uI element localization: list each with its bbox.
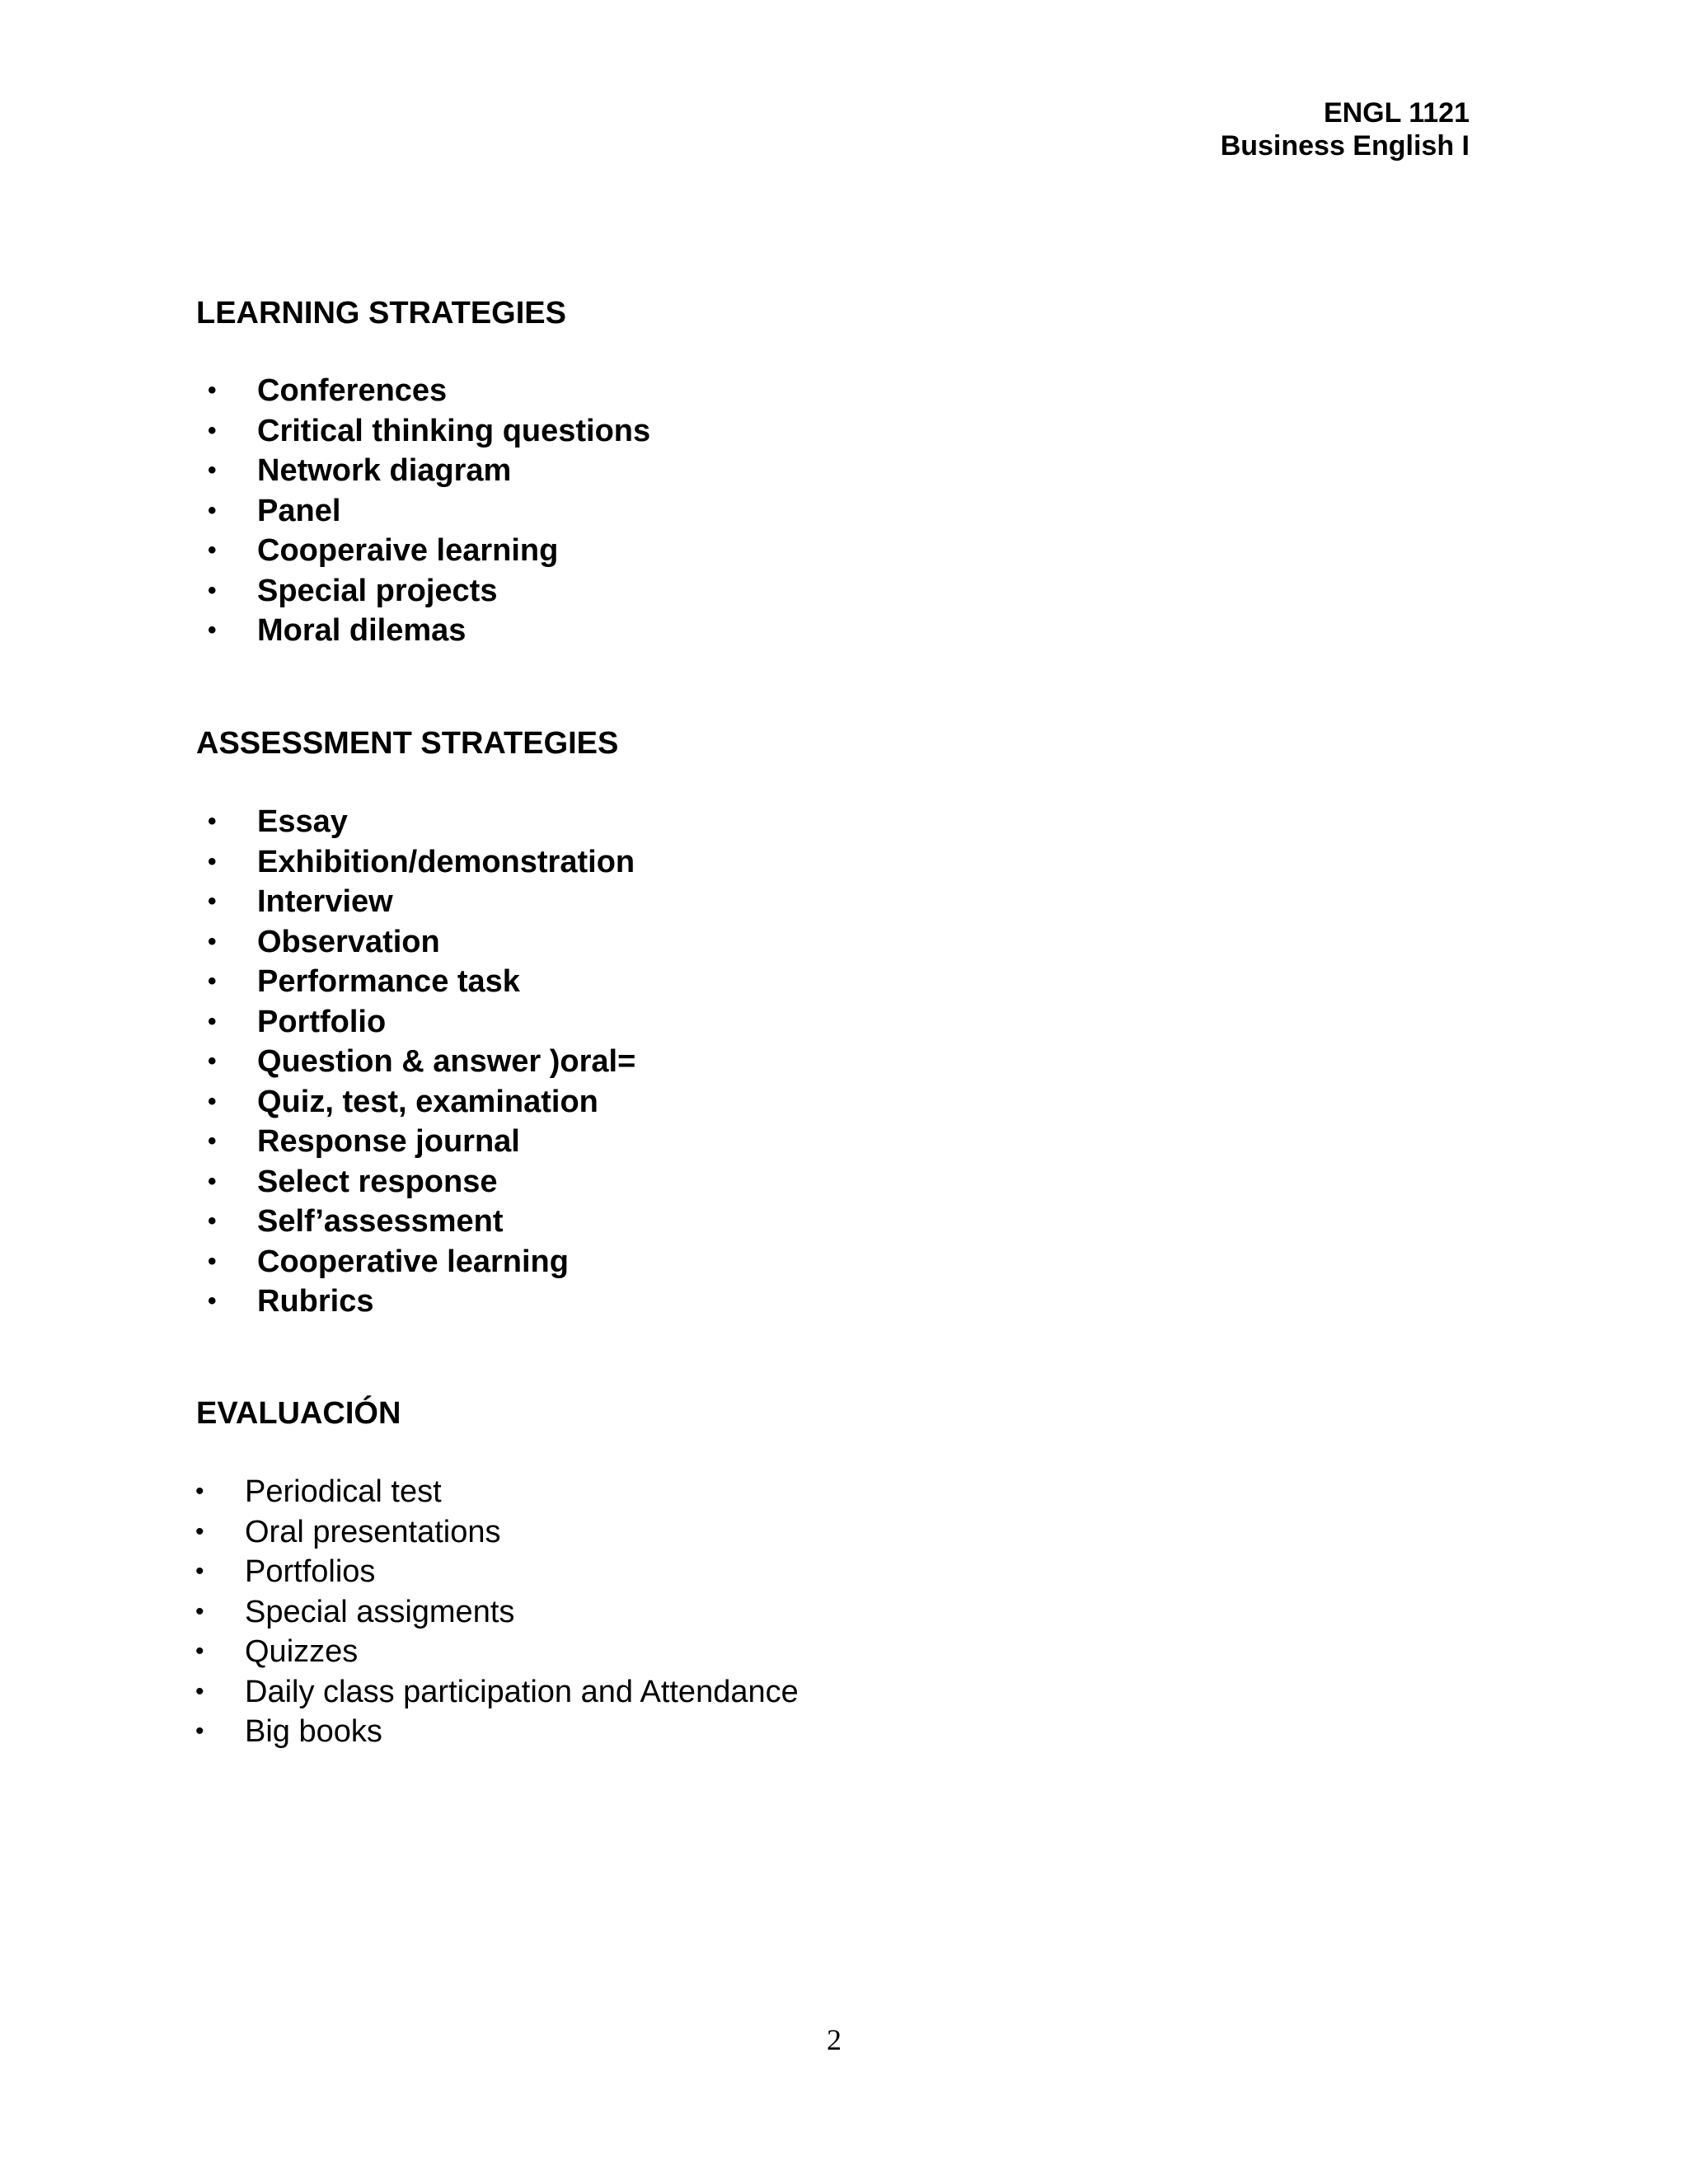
list-item: • Network diagram (257, 451, 650, 491)
list-item: • Quizzes (245, 1632, 799, 1672)
bullet-icon: • (195, 1718, 204, 1745)
list-item: • Conferences (257, 371, 650, 411)
bullet-icon: • (208, 1247, 217, 1275)
list-item: • Critical thinking questions (257, 411, 650, 452)
bullet-icon: • (208, 416, 217, 444)
bullet-icon: • (208, 457, 217, 484)
evaluacion-list (195, 1472, 799, 1752)
bullet-icon: • (208, 1167, 217, 1195)
learning-strategies-list (208, 371, 651, 651)
list-item: • Special assigments (245, 1592, 799, 1633)
list-item: • Portfolio (257, 1002, 635, 1043)
list-item: • Daily class participation and Attendance (245, 1672, 799, 1713)
bullet-icon: • (208, 1207, 217, 1235)
bullet-icon: • (195, 1597, 204, 1625)
list-item: • Special projects (257, 571, 650, 612)
bullet-icon: • (195, 1677, 204, 1705)
course-code: ENGL 1121 (1323, 97, 1470, 129)
bullet-icon: • (208, 968, 217, 995)
bullet-icon: • (208, 496, 217, 524)
list-item: • Observation (257, 922, 635, 963)
bullet-icon: • (208, 1047, 217, 1075)
list-item: • Essay (257, 802, 635, 842)
list-item: • Response journal (257, 1122, 635, 1162)
bullet-icon: • (195, 1517, 204, 1545)
assessment-strategies-heading: ASSESSMENT STRATEGIES (196, 726, 619, 761)
bullet-icon: • (208, 537, 217, 564)
learning-strategies-heading: LEARNING STRATEGIES (196, 296, 566, 330)
bullet-icon: • (208, 1007, 217, 1035)
list-item: • Periodical test (245, 1472, 799, 1512)
list-item: • Cooperaive learning (257, 531, 650, 571)
list-item: • Interview (257, 882, 635, 922)
bullet-icon: • (195, 1638, 204, 1665)
list-item: • Cooperative learning (257, 1242, 635, 1282)
list-item: • Oral presentations (245, 1512, 799, 1553)
list-item: • Question & answer )oral= (257, 1042, 635, 1082)
list-item: • Exhibition/demonstration (257, 842, 635, 883)
list-item: • Rubrics (257, 1282, 635, 1322)
bullet-icon: • (208, 377, 217, 404)
list-item: • Panel (257, 491, 650, 532)
bullet-icon: • (208, 927, 217, 955)
list-item: • Select response (257, 1162, 635, 1202)
bullet-icon: • (208, 847, 217, 875)
evaluacion-heading: EVALUACIÓN (196, 1396, 401, 1431)
list-item: • Moral dilemas (257, 611, 650, 651)
course-title: Business English I (1220, 130, 1470, 162)
page-header (1221, 96, 1470, 162)
assessment-strategies-list (208, 802, 636, 1322)
bullet-icon: • (208, 888, 217, 915)
bullet-icon: • (208, 1087, 217, 1115)
bullet-icon: • (208, 1127, 217, 1155)
bullet-icon: • (208, 616, 217, 644)
bullet-icon: • (208, 1287, 217, 1315)
list-item: • Performance task (257, 962, 635, 1002)
page-number: 2 (827, 2023, 842, 2056)
bullet-icon: • (195, 1478, 204, 1505)
list-item: • Self’assessment (257, 1202, 635, 1242)
list-item: • Quiz, test, examination (257, 1082, 635, 1122)
bullet-icon: • (195, 1558, 204, 1585)
list-item: • Portfolios (245, 1552, 799, 1592)
list-item: • Big books (245, 1712, 799, 1752)
bullet-icon: • (208, 576, 217, 604)
bullet-icon: • (208, 808, 217, 835)
